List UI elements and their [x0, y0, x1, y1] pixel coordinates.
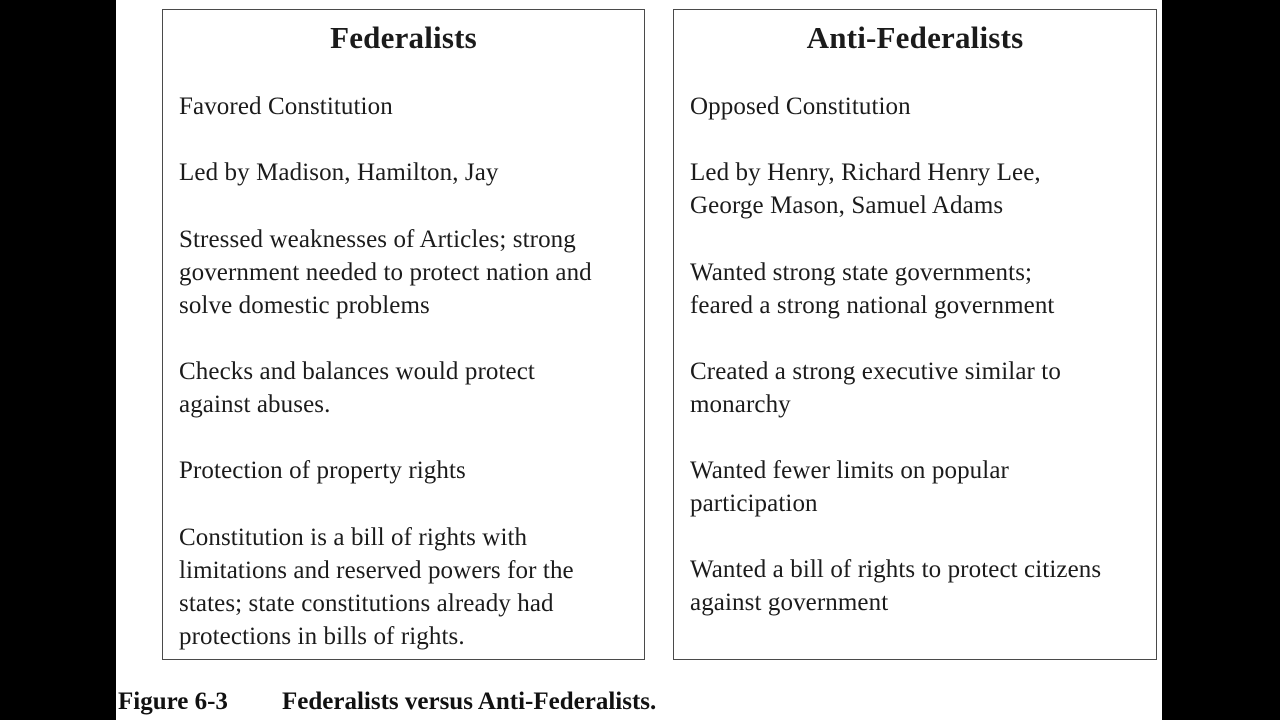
item-line: Favored Constitution: [179, 93, 393, 120]
item-line: Stressed weaknesses of Articles; strong: [179, 226, 576, 253]
item-line: Created a strong executive similar to: [690, 358, 1061, 385]
item-line: solve domestic problems: [179, 292, 430, 319]
federalists-item-4: [179, 355, 636, 421]
item-line: Protection of property rights: [179, 457, 466, 484]
anti-federalists-item-6: [690, 553, 1148, 619]
item-line: against government: [690, 589, 889, 616]
item-line: Led by Henry, Richard Henry Lee,: [690, 159, 1041, 186]
item-line: George Mason, Samuel Adams: [690, 192, 1004, 219]
item-line: Wanted a bill of rights to protect citizens: [690, 556, 1102, 583]
item-line: Led by Madison, Hamilton, Jay: [179, 159, 499, 186]
federalists-item-1: [179, 90, 636, 123]
document-page: [116, 0, 1162, 720]
figure-number: Figure 6-3: [118, 688, 228, 715]
anti-federalists-item-3: [690, 256, 1148, 322]
item-line: Wanted fewer limits on popular: [690, 457, 1009, 484]
item-line: monarchy: [690, 391, 791, 418]
federalists-item-6: [179, 521, 636, 653]
item-line: states; state constitutions already had: [179, 590, 554, 617]
anti-federalists-item-2: [690, 156, 1148, 222]
federalists-item-3: [179, 223, 636, 322]
anti-federalists-item-5: [690, 454, 1148, 520]
federalists-item-2: [179, 156, 636, 189]
anti-federalists-column: [673, 9, 1157, 660]
item-line: government needed to protect nation and: [179, 259, 592, 286]
anti-federalists-item-1: [690, 90, 1148, 123]
figure-caption: [118, 686, 656, 718]
item-line: against abuses.: [179, 391, 331, 418]
item-line: Opposed Constitution: [690, 93, 911, 120]
federalists-item-5: [179, 454, 636, 487]
item-line: feared a strong national government: [690, 292, 1055, 319]
item-line: Constitution is a bill of rights with: [179, 524, 528, 551]
item-line: limitations and reserved powers for the: [179, 557, 574, 584]
figure-caption-text: Federalists versus Anti-Federalists.: [282, 688, 657, 715]
anti-federalists-heading: Anti-Federalists: [806, 20, 1024, 55]
anti-federalists-item-4: [690, 355, 1148, 421]
item-line: participation: [690, 490, 818, 517]
item-line: Wanted strong state governments;: [690, 259, 1033, 286]
federalists-column: [162, 9, 645, 660]
item-line: protections in bills of rights.: [179, 623, 465, 650]
item-line: Checks and balances would protect: [179, 358, 535, 385]
federalists-heading: Federalists: [330, 20, 477, 55]
